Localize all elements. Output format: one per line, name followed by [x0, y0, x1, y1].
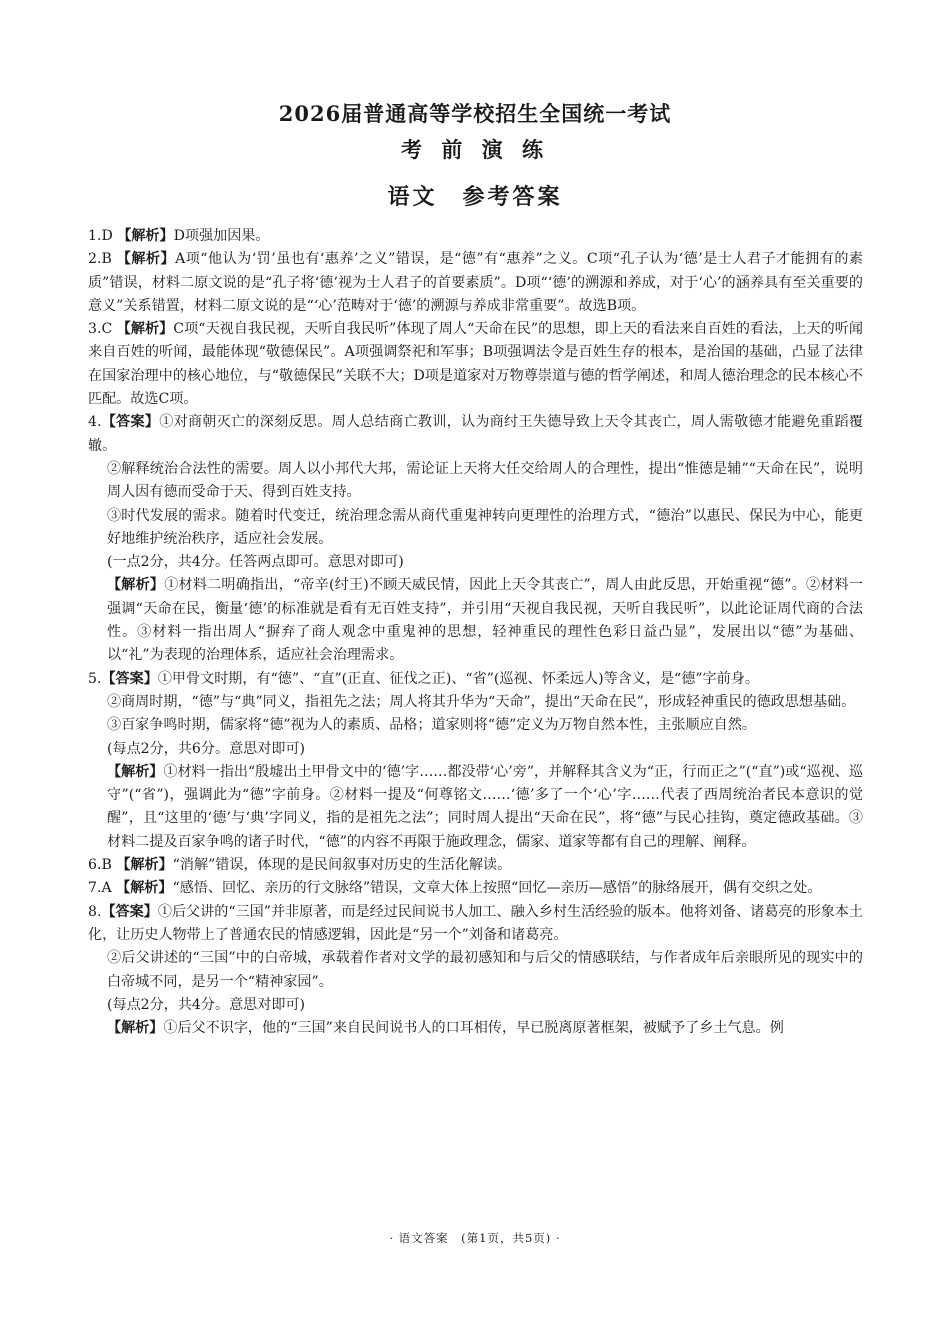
answer-point: ③百家争鸣时期，儒家将“德”视为人的素质、品格；道家则将“德”定义为万物自然本性，主张顺应自然。 [107, 717, 756, 734]
analysis-paragraph [88, 1017, 863, 1040]
analysis-tag: 【解析】 [116, 857, 173, 874]
answer-body [88, 225, 863, 1040]
answer-point: ③时代发展的需求。随着时代变迁，统治理念需从商代重鬼神转向更理性的治理方式，“德治”以惠民、保民为中心，能更好地维护统治秩序，适应社会发展。 [107, 507, 863, 547]
analysis-tag: 【解析】 [107, 763, 164, 780]
item-number: 6.B [88, 857, 112, 874]
answer-item-1 [88, 225, 863, 248]
analysis-tag: 【解析】 [116, 251, 176, 268]
exam-subtitle: 考 前 演 练 [401, 137, 549, 162]
answer-point: ②商周时期，“德”与“典”同义，指祖先之法；周人将其升华为“天命”，提出“天命在民”，形成轻神重民的德政思想基础。 [107, 693, 856, 710]
answer-item-8 [88, 901, 863, 948]
analysis-tag: 【解析】 [107, 577, 165, 594]
analysis-tag: 【解析】 [117, 228, 174, 244]
analysis-text: ①后父不识字，他的“三国”来自民间说书人的口耳相传，早已脱离原著框架，被赋予了乡土气息。例 [163, 1020, 784, 1037]
answer-tag: 【答案】 [101, 414, 160, 431]
item-text: “消解”错误，体现的是民间叙事对历史的生活化解读。 [172, 857, 512, 874]
answer-point: ②后父讲述的“三国”中的白帝城，承载着作者对文学的最初感知和与后父的情感联结，与作者成年后亲眼所见的现实中的白帝城不同，是另一个“精神家园”。 [107, 950, 863, 990]
item-number: 1.D [88, 228, 113, 244]
analysis-text: ①材料二明确指出，“帝辛(纣王)不顾天威民情，因此上天令其丧亡”，周人由此反思，开始重视“德”。②材料一强调“天命在民，衡量‘德’的标准就是看有无百姓支持”，并引用“天视自我民视，天听自我民听”，以此论证周代商的合法性。③材料一指出周人“摒弃了商人观念中重鬼神的思想，轻神重民的理性色彩日益凸显”，发展出以“德”为基础、以“礼”为表现的治理体系，适应社会治理需求。 [107, 577, 863, 664]
answer-item-5 [88, 668, 863, 691]
subject-title: 语文 参考答案 [387, 184, 563, 210]
answer-item-7 [88, 877, 863, 900]
score-note: (一点2分，共4分。任答两点即可。意思对即可) [107, 554, 404, 571]
score-note: (每点2分，共6分。意思对即可) [107, 740, 306, 757]
item-number: 8. [88, 903, 102, 920]
analysis-tag: 【解析】 [107, 1020, 164, 1037]
analysis-text: ①材料一指出“殷墟出土甲骨文中的‘德’字……都没带‘心’旁”，并解释其含义为“正，行而正之”(“直”)或“巡视、巡守”(“省”)，强调此为“德”字前身。②材料一提及“何尊铭文……‘德’多了一个‘心’字……代表了西周统治者民本意识的觉醒”，且“这里的‘德’与‘典’字同义，指的是祖先之法”；同时周人提出“天命在民”，将“德”与民心挂钩，奠定德政基础。③材料二提及百家争鸣的诸子时代，“德”的内容不再限于施政理念，儒家、道家等都有自己的理解、阐释。 [107, 763, 863, 850]
answer-item-3 [88, 318, 863, 411]
item-number: 7.A [88, 880, 112, 897]
item-text: D项强加因果。 [173, 228, 270, 244]
analysis-tag: 【解析】 [116, 880, 173, 897]
score-note: (每点2分，共4分。意思对即可) [107, 996, 306, 1013]
analysis-paragraph [88, 574, 863, 667]
item-text: C项“天视自我民视，天听自我民听”体现了周人“天命在民”的思想，即上天的看法来自百姓的看法，上天的听闻来自百姓的听闻，最能体现“敬德保民”。A项强调祭祀和军事；B项强调法令是百姓生存的根本，是治国的基础，凸显了法律在国家治理中的核心地位，与“敬德保民”关联不大；D项是道家对万物尊崇道与德的哲学阐述，和周人德治理念的民本核心不匹配。故选C项。 [88, 321, 864, 408]
answer-tag: 【答案】 [101, 903, 158, 920]
answer-item-4 [88, 411, 863, 458]
item-number: 5. [88, 670, 102, 687]
answer-item-2 [88, 248, 863, 318]
answer-item-6 [88, 854, 863, 877]
answer-tag: 【答案】 [101, 670, 158, 687]
item-text: ①后父讲的“三国”并非原著，而是经过民间说书人加工、融入乡村生活经验的版本。他将刘备、诸葛亮的形象本土化，让历史人物带上了普通农民的情感逻辑，因此是“另一个”刘备和诸葛亮。 [88, 903, 863, 943]
answer-point: ②解释统治合法性的需要。周人以小邦代大邦，需论证上天将大任交给周人的合理性，提出“惟德是辅”“天命在民”，说明周人因有德而受命于天、得到百姓支持。 [107, 460, 863, 501]
analysis-tag: 【解析】 [116, 321, 174, 338]
item-number: 3.C [88, 321, 113, 338]
item-text: “感悟、回忆、亲历的行文脉络”错误，文章大体上按照“回忆—亲历—感悟”的脉络展开，偶有交织之处。 [172, 880, 822, 897]
item-text: ①甲骨文时期，有“德”、“直”(正直、征伐之正)、“省”(巡视、怀柔远人)等含义，是“德”字前身。 [157, 670, 759, 687]
item-number: 4. [88, 414, 102, 431]
item-number: 2.B [88, 251, 112, 268]
item-text: A项“他认为‘罚’虽也有‘惠养’之义”错误，是“德”有“惠养”之义。C项“孔子认为‘德’是士人君子才能拥有的素质”错误，材料二原文说的是“孔子将‘德’视为士人君子的首要素质”。D项“‘德’的溯源和养成，对于‘心’的涵养具有至关重要的意义”关系错置，材料二原文说的是“‘心’范畴对于‘德’的溯源与养成非常重要”。故选B项。 [88, 251, 864, 314]
page-footer: · 语文答案 (第1页，共5页) · [389, 1231, 561, 1245]
analysis-paragraph [88, 761, 863, 854]
item-text: ①对商朝灭亡的深刻反思。周人总结商亡教训，认为商纣王失德导致上天令其丧亡，周人需敬德才能避免重蹈覆辙。 [88, 414, 863, 454]
exam-title: 2026届普通高等学校招生全国统一考试 [278, 101, 672, 126]
